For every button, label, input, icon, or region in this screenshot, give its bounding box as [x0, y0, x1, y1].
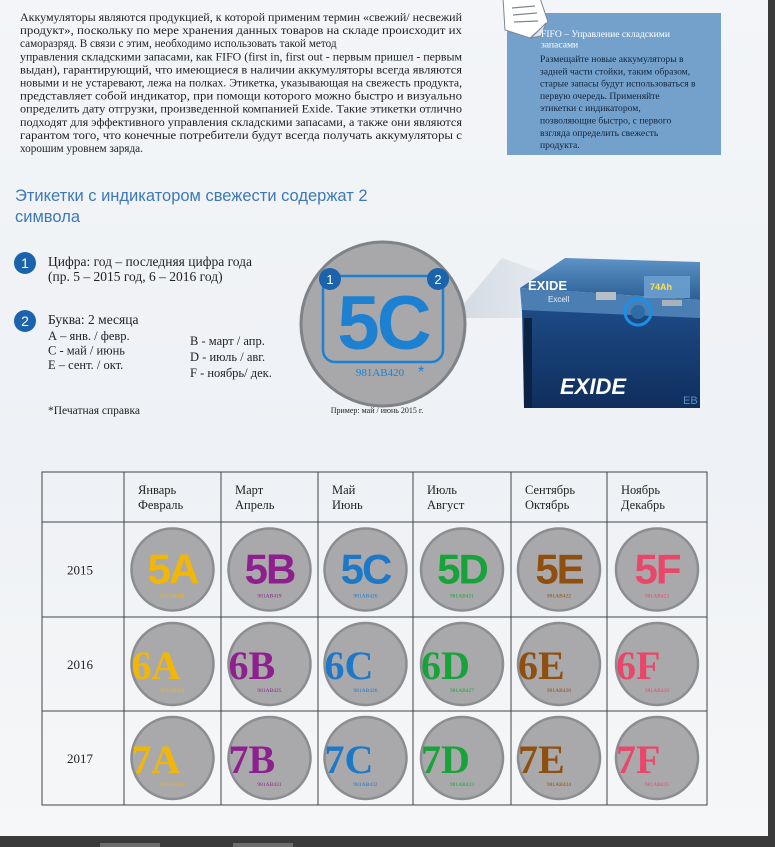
fifo-box-body-line: первую очередь. Применяйте — [540, 90, 660, 102]
fifo-box-body-line: продукта. — [540, 140, 580, 152]
freshness-label-serial: 981AB428 — [546, 688, 572, 694]
item-2-month-right: F - ноябрь/ дек. — [190, 366, 272, 380]
freshness-label-code: 6A — [131, 643, 181, 688]
fifo-box — [503, 0, 721, 155]
freshness-label-code: 5B — [244, 545, 295, 593]
item-2-month-right: D - июль / авг. — [190, 350, 266, 364]
badge-1-number: 1 — [21, 255, 29, 271]
intro-paragraph-line: представляет собой индикатор, при помощи которого можно быстро и визуально — [20, 90, 463, 103]
intro-paragraph — [20, 12, 462, 155]
intro-paragraph-line: управления складскими запасами, как FIFO (first in, first out - первым пришел - первым — [20, 51, 463, 64]
freshness-label-code: 6F — [616, 643, 661, 688]
intro-paragraph-line: Аккумуляторы являются продукцией, к которой применим термин «свежий/ несвежий — [20, 12, 463, 24]
freshness-label-code: 6D — [421, 643, 470, 688]
fifo-box-title-line: запасами — [541, 39, 579, 51]
fifo-box-body-line: старые запасы будут использоваться в — [540, 78, 696, 90]
table-header-month: Сентябрь — [525, 483, 576, 497]
freshness-label-serial: 981AB422 — [546, 593, 572, 600]
table-label-cell — [325, 529, 407, 611]
section-heading-line: Этикетки с индикатором свежести содержат 2 — [15, 187, 368, 205]
item-1-text — [48, 254, 252, 284]
table-header-month: Май — [332, 483, 356, 497]
intro-paragraph-line: выдан), гарантирующий, что имеющиеся в наличии аккумуляторы всегда являются — [20, 64, 462, 77]
intro-paragraph-line: подходят для эффективного управления складскими запасами, а также они являются — [20, 116, 462, 129]
freshness-label-serial: 981AB424 — [160, 688, 185, 694]
table-label-cell — [518, 623, 600, 705]
item-2-month-right: В - март / апр. — [190, 334, 265, 348]
freshness-label-serial: 981AB425 — [257, 688, 282, 694]
table-label-cell — [229, 717, 311, 799]
example-badge-1-number: 1 — [326, 272, 334, 287]
freshness-label-code: 7F — [616, 737, 661, 782]
freshness-label-serial: 981AB431 — [257, 782, 282, 788]
freshness-label-code: 5A — [147, 545, 198, 593]
battery-spec: 74Ah — [650, 282, 673, 292]
table-header-month: Октябрь — [525, 498, 570, 512]
intro-paragraph-line: гарантом того, что конечные потребители будут всегда получать аккумуляторы с — [20, 129, 463, 142]
table-header-month: Ноябрь — [621, 483, 661, 497]
intro-paragraph-line: продукт», поскольку по мере хранения данных товаров на складе происходит их — [20, 25, 463, 38]
table-label-cell — [325, 623, 407, 705]
table-header-month: Июль — [427, 483, 457, 497]
table-label-cell — [132, 529, 214, 611]
table-label-cell — [616, 717, 698, 799]
freshness-label-code: 7E — [518, 737, 565, 782]
item-2-title: Буква: 2 месяца — [48, 312, 139, 327]
table-label-cell — [229, 623, 311, 705]
table-header-month: Август — [427, 498, 465, 512]
intro-paragraph-line: определить дату отгрузки, произведенной компанией Exide. Такие этикетки отлично — [20, 103, 463, 116]
item-1-line: Цифра: год – последняя цифра года — [48, 254, 252, 269]
item-1-line: (пр. 5 – 2015 год, 6 – 2016 год) — [48, 269, 223, 284]
freshness-label-serial: 981AB418 — [160, 593, 185, 600]
table-year: 2015 — [67, 562, 93, 578]
table-header-month: Апрель — [235, 498, 275, 512]
freshness-label-serial: 981AB421 — [449, 593, 475, 600]
freshness-label-code: 6C — [324, 643, 374, 688]
item-2-months-right — [190, 334, 272, 380]
freshness-label-serial: 981AB430 — [160, 782, 185, 788]
table-header-month: Март — [235, 483, 264, 497]
intro-paragraph-line: хорошим уровнем заряда. — [20, 143, 143, 155]
freshness-label-serial: 981AB427 — [449, 688, 475, 694]
table-label-cell — [616, 623, 698, 705]
battery-model: Excell — [548, 295, 570, 304]
table-label-cell — [421, 529, 503, 611]
table-label-cell — [325, 717, 407, 799]
intro-paragraph-line: саморазряд. В связи с этим, необходимо использовать такой метод — [20, 38, 337, 51]
freshness-label-serial: 981AB426 — [353, 688, 378, 694]
example-label-code: 5C — [337, 281, 429, 366]
table-year: 2016 — [67, 657, 93, 672]
freshness-label-code: 7C — [324, 737, 374, 782]
freshness-label-code: 5E — [535, 545, 583, 593]
freshness-label-code: 5D — [437, 545, 487, 593]
freshness-table — [42, 472, 707, 805]
table-header-month: Июнь — [332, 498, 363, 512]
section-heading-line: символа — [15, 208, 81, 226]
freshness-label-serial: 981AB419 — [257, 593, 282, 600]
freshness-label-code: 7D — [421, 737, 470, 782]
fifo-box-title-line: FIFO – Управление складскими — [541, 29, 671, 40]
table-header-month: Декабрь — [621, 498, 665, 512]
table-label-cell — [132, 623, 214, 705]
example-label-asterisk: * — [418, 364, 425, 381]
freshness-label-code: 6E — [518, 643, 565, 688]
table-header-month: Февраль — [138, 498, 184, 512]
fifo-box-body-line: задней части стойки, таким образом, — [540, 66, 691, 78]
freshness-label-serial: 981AB432 — [353, 782, 378, 788]
item-2-month-left: Е – сент. / окт. — [48, 358, 124, 372]
fifo-box-body-line: позволяющие быстро, с первого — [540, 115, 672, 127]
freshness-label-code: 5C — [340, 545, 391, 593]
freshness-label-serial: 981AB433 — [449, 782, 475, 788]
freshness-label-serial: 981AB434 — [546, 782, 572, 788]
freshness-label-code: 7B — [228, 737, 276, 782]
freshness-label-serial: 981AB429 — [644, 688, 670, 694]
freshness-label-serial: 981AB420 — [353, 593, 378, 600]
badge-2-number: 2 — [21, 313, 29, 329]
freshness-label-serial: 981AB423 — [644, 593, 670, 600]
item-1 — [14, 252, 252, 284]
table-label-cell — [421, 717, 503, 799]
table-label-cell — [421, 623, 503, 705]
freshness-label-serial: 981AB435 — [644, 782, 670, 788]
table-label-cell — [518, 717, 600, 799]
freshness-label-code: 5F — [634, 545, 680, 593]
item-2-months-left — [48, 329, 130, 372]
table-label-cell — [616, 529, 698, 611]
freshness-label-code: 7A — [131, 737, 181, 782]
table-year: 2017 — [67, 751, 93, 766]
table-label-cell — [518, 529, 600, 611]
fifo-box-body-line: этикетки с индикатором, — [540, 103, 641, 115]
intro-paragraph-line: новыми и не устаревают, лежа на полках. Этикетка, указывающая на свежесть продукта, — [20, 77, 463, 90]
item-2-month-left: А – янв. / февр. — [48, 329, 130, 343]
fifo-box-body-line: взгляда определить свежесть — [540, 127, 659, 139]
table-label-cell — [229, 529, 311, 611]
item-2-month-left: С - май / июнь — [48, 343, 125, 358]
example-badge-2-number: 2 — [434, 272, 442, 287]
battery-brand-top: EXIDE — [528, 278, 568, 293]
battery-side-letters: EB — [683, 395, 698, 407]
table-label-cell — [132, 717, 214, 799]
example-caption: Пример: май / июнь 2015 г. — [330, 406, 424, 415]
footnote: *Печатная справка — [48, 405, 140, 417]
example-label-serial: 981AB420 — [355, 367, 405, 379]
battery-brand-front: EXIDE — [560, 374, 627, 399]
table-header-month: Январь — [138, 483, 177, 497]
fifo-box-body-line: Размещайте новые аккумуляторы в — [540, 54, 684, 65]
freshness-label-code: 6B — [228, 643, 276, 688]
